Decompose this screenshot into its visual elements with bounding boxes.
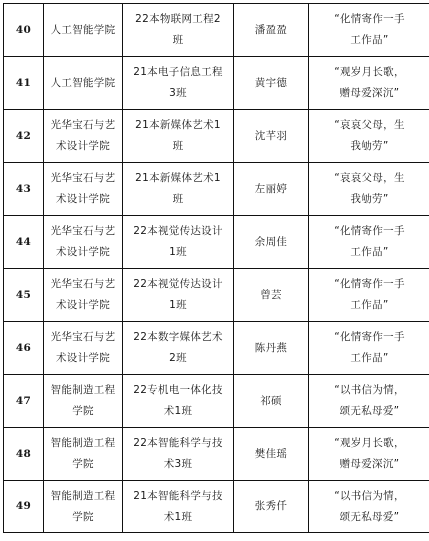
student-name: 黄宇德	[234, 57, 309, 110]
cell-line: 21本电子信息工程	[133, 66, 223, 78]
college-cell	[44, 216, 123, 269]
cell-line: 术设计学院	[56, 352, 110, 364]
work-title-cell	[309, 57, 429, 110]
student-name: 潘盈盈	[234, 4, 309, 57]
cell-line: 术1班	[163, 510, 193, 523]
cell-line: 1班	[169, 299, 187, 311]
cell-line: 21本新媒体艺术1	[135, 119, 221, 131]
cell-line: “观岁月长歌，	[334, 66, 405, 78]
cell-line: 人工智能学院	[50, 23, 116, 36]
cell-line: 2班	[169, 352, 187, 364]
cell-line: 赠母爱深沉”	[339, 458, 400, 470]
table-row	[4, 163, 429, 216]
college-cell	[44, 4, 123, 57]
student-name: 陈丹燕	[234, 322, 309, 375]
cell-line: 学院	[72, 405, 94, 417]
work-title-cell	[309, 375, 429, 428]
class-cell	[123, 428, 234, 481]
cell-line: 工作品”	[350, 246, 389, 258]
table-row	[4, 269, 429, 322]
college-cell	[44, 163, 123, 216]
college-cell	[44, 269, 123, 322]
table-row	[4, 110, 429, 163]
cell-line: 颂无私母爱”	[339, 405, 400, 417]
roster-body	[4, 4, 429, 533]
class-cell	[123, 269, 234, 322]
roster-table	[3, 3, 429, 533]
cell-line: 术设计学院	[56, 193, 110, 205]
class-cell	[123, 322, 234, 375]
cell-line: 22本视觉传达设计	[133, 225, 223, 237]
cell-line: 智能制造工程	[50, 489, 116, 502]
cell-line: 21本新媒体艺术1	[135, 172, 221, 184]
college-cell	[44, 110, 123, 163]
row-number: 46	[4, 322, 44, 375]
student-name: 左丽婷	[234, 163, 309, 216]
cell-line: 光华宝石与艺	[50, 119, 116, 131]
work-title-cell	[309, 216, 429, 269]
cell-line: “化情寄作一手	[334, 13, 405, 25]
college-cell	[44, 481, 123, 533]
class-cell	[123, 163, 234, 216]
work-title-cell	[309, 163, 429, 216]
work-title-cell	[309, 322, 429, 375]
table-row	[4, 57, 429, 110]
work-title-cell	[309, 481, 429, 533]
cell-line: “化情寄作一手	[334, 331, 405, 343]
college-cell	[44, 57, 123, 110]
student-name: 樊佳瑶	[234, 428, 309, 481]
cell-line: 学院	[72, 510, 94, 523]
cell-line: “哀哀父母，生	[334, 119, 405, 131]
cell-line: 工作品”	[350, 352, 389, 364]
class-cell	[123, 57, 234, 110]
cell-line: 光华宝石与艺	[50, 331, 116, 343]
cell-line: “以书信为情，	[334, 384, 405, 396]
student-name: 张秀仟	[234, 481, 309, 533]
cell-line: 光华宝石与艺	[50, 278, 116, 290]
table-row	[4, 428, 429, 481]
cell-line: 学院	[72, 458, 94, 470]
cell-line: 工作品”	[350, 34, 389, 46]
student-name: 余周佳	[234, 216, 309, 269]
cell-line: “化情寄作一手	[334, 225, 405, 237]
cell-line: “化情寄作一手	[334, 278, 405, 290]
college-cell	[44, 428, 123, 481]
cell-line: 赠母爱深沉”	[339, 87, 400, 99]
cell-line: 术设计学院	[56, 246, 110, 258]
cell-line: 22本物联网工程2	[135, 13, 221, 25]
row-number: 42	[4, 110, 44, 163]
cell-line: “以书信为情，	[334, 489, 405, 502]
cell-line: 工作品”	[350, 299, 389, 311]
college-cell	[44, 322, 123, 375]
work-title-cell	[309, 110, 429, 163]
work-title-cell	[309, 428, 429, 481]
cell-line: 3班	[169, 87, 187, 99]
row-number: 44	[4, 216, 44, 269]
row-number: 45	[4, 269, 44, 322]
cell-line: 22本智能科学与技	[133, 437, 223, 449]
cell-line: 我劬劳”	[350, 140, 389, 152]
table-row	[4, 4, 429, 57]
cell-line: 术设计学院	[56, 299, 110, 311]
cell-line: 21本智能科学与技	[133, 489, 223, 502]
cell-line: 光华宝石与艺	[50, 172, 116, 184]
class-cell	[123, 216, 234, 269]
cell-line: 术1班	[163, 405, 193, 417]
row-number: 47	[4, 375, 44, 428]
class-cell	[123, 481, 234, 533]
cell-line: 22专机电一体化技	[133, 384, 223, 396]
cell-line: 1班	[169, 246, 187, 258]
row-number: 40	[4, 4, 44, 57]
row-number: 48	[4, 428, 44, 481]
cell-line: 人工智能学院	[50, 76, 116, 89]
student-name: 沈芊羽	[234, 110, 309, 163]
cell-line: 班	[172, 34, 184, 46]
cell-line: 术设计学院	[56, 140, 110, 152]
row-number: 41	[4, 57, 44, 110]
row-number: 49	[4, 481, 44, 533]
student-name: 曾芸	[234, 269, 309, 322]
work-title-cell	[309, 4, 429, 57]
table-row	[4, 481, 429, 533]
cell-line: 智能制造工程	[50, 384, 116, 396]
table-row	[4, 216, 429, 269]
cell-line: 术3班	[163, 458, 193, 470]
class-cell	[123, 4, 234, 57]
work-title-cell	[309, 269, 429, 322]
row-number: 43	[4, 163, 44, 216]
cell-line: 光华宝石与艺	[50, 225, 116, 237]
cell-line: 我劬劳”	[350, 193, 389, 205]
college-cell	[44, 375, 123, 428]
student-name: 祁硕	[234, 375, 309, 428]
cell-line: 班	[172, 193, 184, 205]
class-cell	[123, 110, 234, 163]
table-row	[4, 375, 429, 428]
cell-line: 颂无私母爱”	[339, 510, 400, 523]
class-cell	[123, 375, 234, 428]
cell-line: 22本视觉传达设计	[133, 278, 223, 290]
cell-line: 22本数字媒体艺术	[133, 331, 223, 343]
cell-line: 班	[172, 140, 184, 152]
cell-line: 智能制造工程	[50, 437, 116, 449]
cell-line: “哀哀父母，生	[334, 172, 405, 184]
cell-line: “观岁月长歌，	[334, 437, 405, 449]
table-row	[4, 322, 429, 375]
